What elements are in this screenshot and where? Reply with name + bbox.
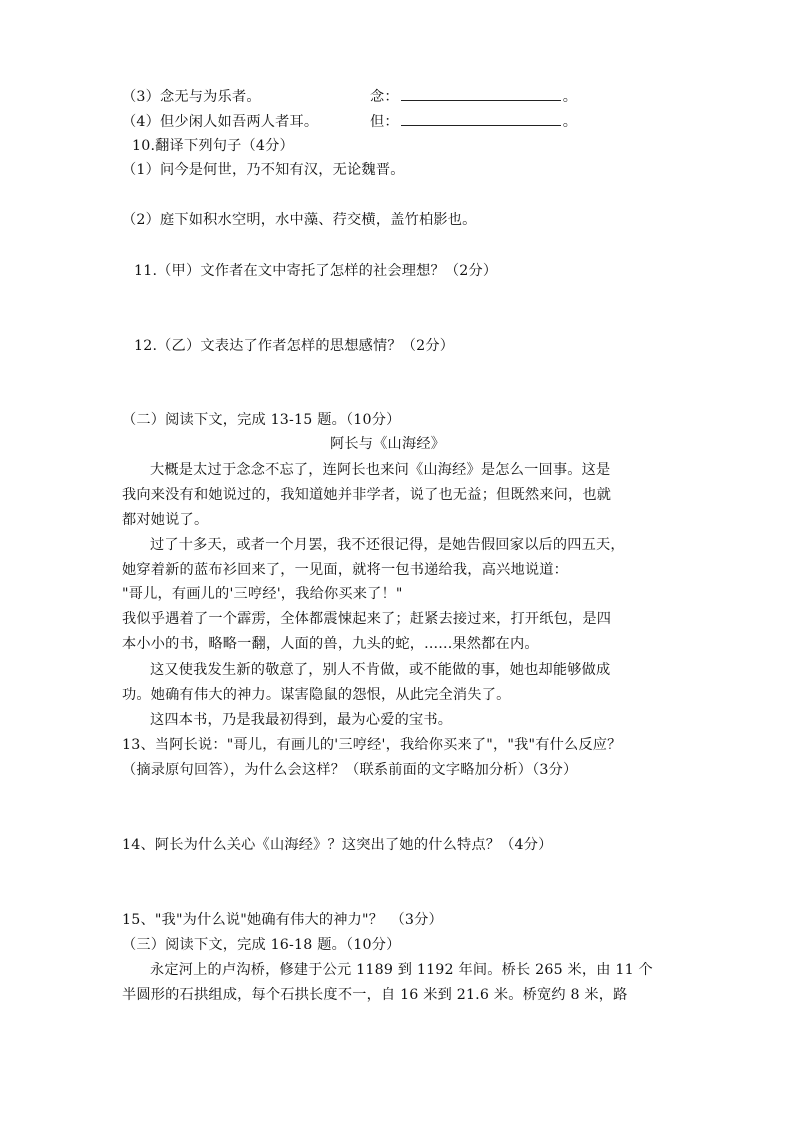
- answer-period: 。: [562, 89, 578, 105]
- passage-line: 这又使我发生新的敬意了，别人不肯做，或不能做的事，她也却能够做成: [150, 662, 611, 678]
- answer-line-9-4: [370, 113, 577, 131]
- passage-line: 功。她确有伟大的神力。谋害隐鼠的怨恨，从此完全消失了。: [122, 687, 511, 703]
- passage-line: 这四本书，乃是我最初得到，最为心爱的宝书。: [150, 712, 453, 728]
- section-2-heading: （二）阅读下文，完成 13-15 题。（10分）: [122, 412, 401, 428]
- passage-line: 我向来没有和她说过的，我知道她并非学者，说了也无益；但既然来问，也就: [122, 487, 612, 503]
- answer-blank[interactable]: [401, 88, 561, 101]
- passage-title: 阿长与《山海经》: [330, 436, 446, 452]
- question-12: 12.（乙）文表达了作者怎样的思想感情？（2分）: [134, 338, 455, 354]
- question-9-3: [122, 88, 261, 106]
- passage-line: 永定河上的卢沟桥，修建于公元 1189 到 1192 年间。桥长 265 米，由 11 个: [150, 962, 653, 978]
- answer-blank[interactable]: [401, 113, 561, 126]
- question-text: （3）念无与为乐者。: [122, 89, 261, 105]
- question-14: 14、阿长为什么关心《山海经》？这突出了她的什么特点？（4分）: [122, 837, 553, 853]
- passage-line: 大概是太过于念念不忘了，连阿长也来问《山海经》是怎么一回事。这是: [150, 462, 611, 478]
- question-13-cont: （摘录原句回答），为什么会这样？（联系前面的文字略加分析）（3分）: [122, 762, 578, 778]
- passage-line: 我似乎遇着了一个霹雳，全体都震悚起来了；赶紧去接过来，打开纸包，是四: [122, 611, 612, 627]
- answer-label: 但：: [370, 114, 399, 130]
- passage-line: 都对她说了。: [122, 512, 209, 528]
- question-10-heading: 10.翻译下列句子（4分）: [132, 138, 294, 154]
- question-text: （4）但少闲人如吾两人者耳。: [122, 114, 319, 130]
- passage-line: "哥儿，有画儿的'三哼经'，我给你买来了！": [122, 586, 403, 602]
- answer-line-9-3: [370, 88, 577, 106]
- passage-line: 本小小的书，略略一翻，人面的兽，九头的蛇，......果然都在内。: [122, 636, 539, 652]
- question-15: 15、"我"为什么说"她确有伟大的神力"？ （3分）: [122, 912, 443, 928]
- answer-period: 。: [562, 114, 578, 130]
- question-13: 13、当阿长说："哥儿，有画儿的'三哼经'，我给你买来了"，"我"有什么反应？: [122, 737, 622, 753]
- question-9-4: [122, 113, 318, 131]
- question-10-1: （1）问今是何世，乃不知有汉，无论魏晋。: [122, 162, 405, 178]
- answer-label: 念：: [370, 89, 399, 105]
- passage-line: 过了十多天，或者一个月罢，我不还很记得，是她告假回家以后的四五天，: [150, 537, 625, 553]
- passage-line: 半圆形的石拱组成，每个石拱长度不一，自 16 米到 21.6 米。桥宽约 8 米，路: [122, 987, 628, 1003]
- question-10-2: （2）庭下如积水空明，水中藻、荇交横，盖竹柏影也。: [122, 212, 477, 228]
- section-3-heading: （三）阅读下文，完成 16-18 题。（10分）: [122, 937, 401, 953]
- passage-line: 她穿着新的蓝布衫回来了，一见面，就将一包书递给我，高兴地说道：: [122, 562, 569, 578]
- question-11: 11.（甲）文作者在文中寄托了怎样的社会理想？（2分）: [134, 263, 498, 279]
